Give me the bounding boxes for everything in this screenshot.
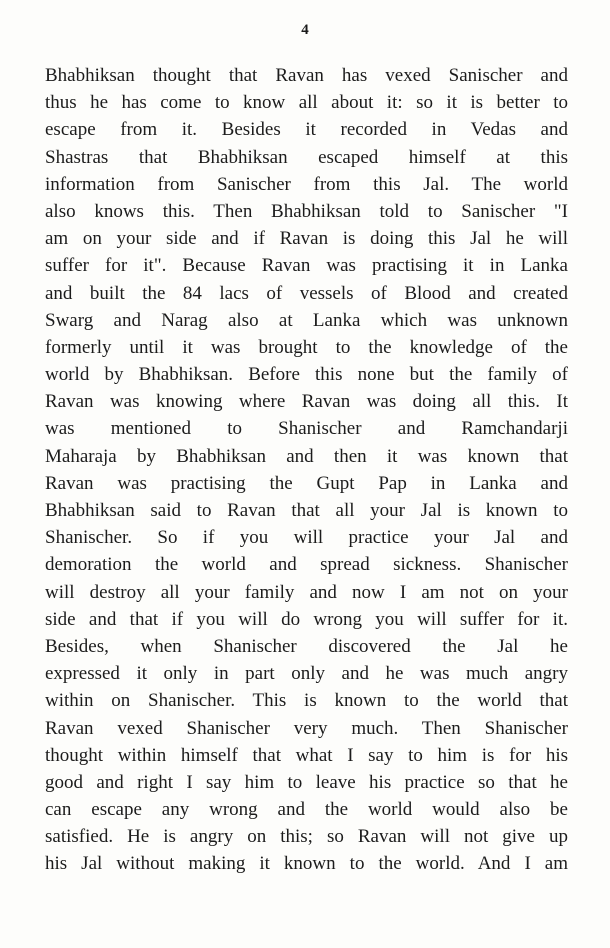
- text-line: Shanischer. So if you will practice your Jal and: [45, 527, 568, 549]
- text-line: expressed it only in part only and he was much angry: [45, 663, 568, 685]
- text-line: will destroy all your family and now I am not on your: [45, 581, 568, 603]
- text-line: suffer for it". Because Ravan was practising it in Lanka: [45, 255, 568, 277]
- text-line: world by Bhabhiksan. Before this none but the family of: [45, 364, 568, 386]
- text-line: information from Sanischer from this Jal. The world: [45, 173, 568, 195]
- text-line: satisfied. He is angry on this; so Ravan will not give up: [45, 826, 568, 848]
- text-line: Ravan was knowing where Ravan was doing all this. It: [45, 391, 568, 413]
- page-number: 4: [301, 22, 309, 38]
- text-line: was mentioned to Shanischer and Ramchandarji: [45, 418, 568, 440]
- text-line: Bhabhiksan said to Ravan that all your Jal is known to: [45, 500, 568, 521]
- text-line: Bhabhiksan thought that Ravan has vexed Sanischer and: [45, 65, 568, 86]
- text-line: good and right I say him to leave his practice so that he: [45, 771, 568, 793]
- text-line: thought within himself that what I say to him is for his: [45, 744, 568, 766]
- text-line: his Jal without making it known to the world. And I am: [45, 853, 568, 875]
- body-text: [45, 62, 568, 878]
- text-line: Maharaja by Bhabhiksan and then it was known that: [45, 445, 568, 467]
- text-line: thus he has come to know all about it: so it is better to: [45, 92, 568, 114]
- text-line: Shastras that Bhabhiksan escaped himself at this: [45, 146, 568, 168]
- text-line: side and that if you will do wrong you will suffer for it.: [45, 608, 568, 630]
- text-line: Ravan vexed Shanischer very much. Then Shanischer: [45, 717, 568, 739]
- text-line: demoration the world and spread sickness. Shanischer: [45, 554, 568, 576]
- text-line: and built the 84 lacs of vessels of Blood and created: [45, 282, 568, 304]
- text-line: within on Shanischer. This is known to the world that: [45, 690, 568, 712]
- text-line: can escape any wrong and the world would also be: [45, 799, 568, 821]
- text-line: formerly until it was brought to the knowledge of the: [45, 336, 568, 358]
- text-line: also knows this. Then Bhabhiksan told to Sanischer "I: [45, 200, 568, 222]
- text-line: Swarg and Narag also at Lanka which was unknown: [45, 309, 568, 331]
- text-line: Ravan was practising the Gupt Pap in Lanka and: [45, 472, 568, 494]
- text-line: escape from it. Besides it recorded in Vedas and: [45, 119, 568, 141]
- text-line: am on your side and if Ravan is doing this Jal he will: [45, 228, 568, 250]
- text-line: Besides, when Shanischer discovered the Jal he: [45, 635, 568, 657]
